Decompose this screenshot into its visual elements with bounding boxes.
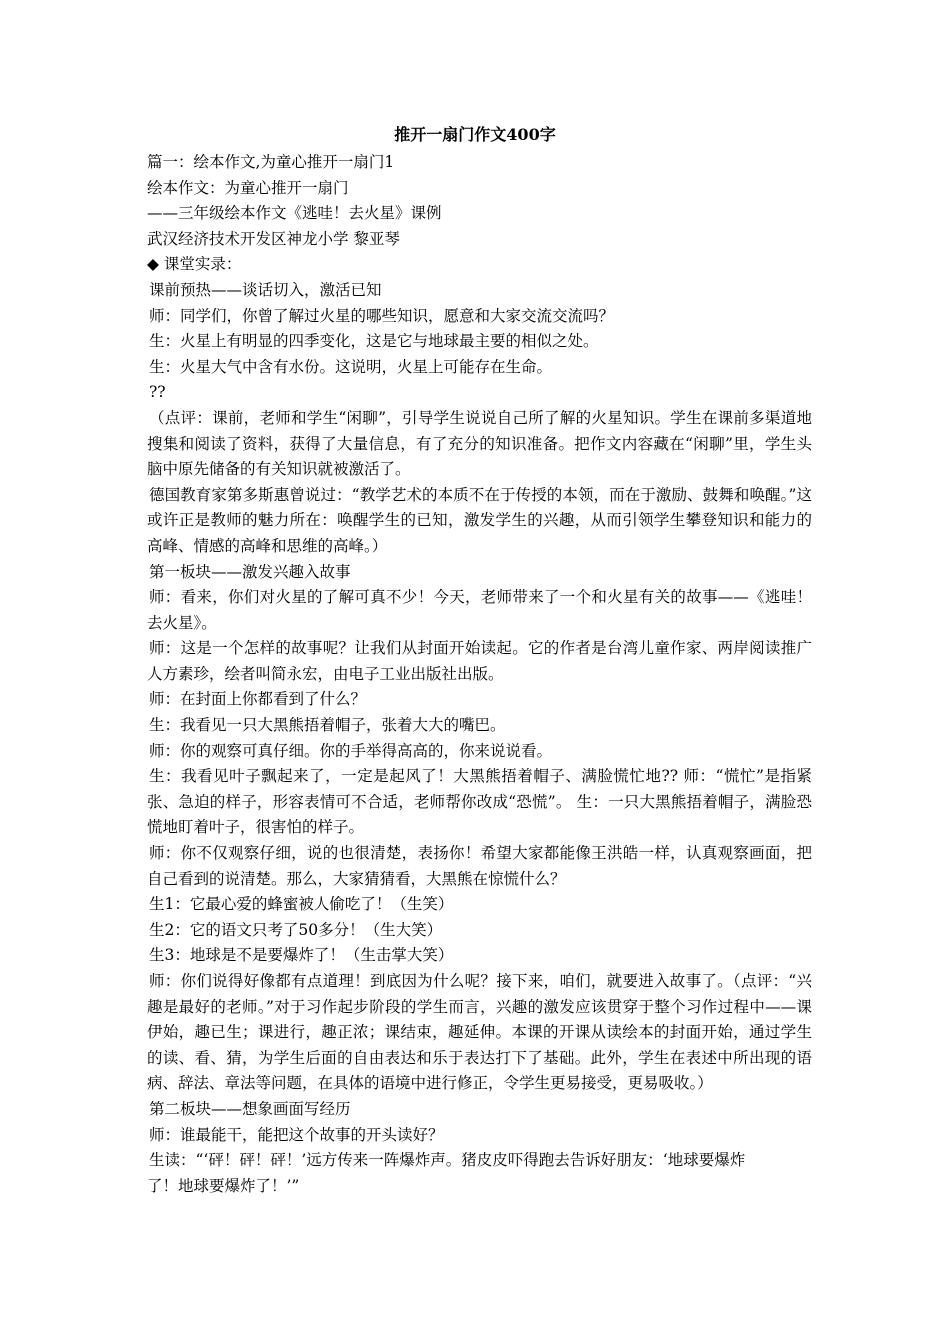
paragraph: 篇一：绘本作文,为童心推开一扇门1 xyxy=(147,153,395,171)
paragraph: 师：这是一个怎样的故事呢？让我们从封面开始读起。它的作者是台湾儿童作家、两岸阅读推广人方素珍，绘者叫简永宏，由电子工业出版社出版。 xyxy=(147,639,812,683)
paragraph: 德国教育家第多斯惠曾说过：“教学艺术的本质不在于传授的本领，而在于激励、鼓舞和唤醒。”这或许正是教师的魅力所在：唤醒学生的已知，激发学生的兴趣，从而引领学生攀登知识和能力的高峰、情感的高峰和思维的高峰。） xyxy=(147,485,812,555)
paragraph: 师：同学们，你曾了解过火星的哪些知识，愿意和大家交流交流吗？ xyxy=(149,306,615,325)
paragraph: 绘本作文：为童心推开一扇门 xyxy=(147,178,349,197)
paragraph: 师：谁最能干，能把这个故事的开头读好？ xyxy=(149,1125,444,1144)
paragraph: 生：我看见一只大黑熊捂着帽子，张着大大的嘴巴。 xyxy=(149,716,506,735)
paragraph: （点评：课前，老师和学生“闲聊”，引导学生说说自己所了解的火星知识。学生在课前多渠道地搜集和阅读了资料，获得了大量信息，有了充分的知识准备。把作文内容藏在“闲聊”里，学生头脑中原先储备的有关知识就被激活了。 xyxy=(147,408,812,479)
paragraph: 生：火星大气中含有水份。这说明，火星上可能存在生命。 xyxy=(149,357,553,376)
paragraph: 生读：“‘砰！砰！砰！’远方传来一阵爆炸声。猪皮皮吓得跑去告诉好朋友：‘地球要爆炸 xyxy=(149,1151,746,1170)
paragraph: 生：我看见叶子飘起来了，一定是起风了！大黑熊捂着帽子、满脸慌忙地?? 师：“慌忙”是指紧张、急迫的样子，形容表情可不合适，老师帮你改成“恐慌”。 生：一只大黑熊捂着帽子，满脸恐慌地盯着叶子，很害怕的样子。 xyxy=(147,767,812,837)
paragraph: 师：你不仅观察仔细，说的也很清楚，表扬你！希望大家都能像王洪皓一样，认真观察画面，把自己看到的说清楚。那么，大家猜猜看，大黑熊在惊慌什么？ xyxy=(147,844,812,888)
document-title: 推开一扇门作文400字 xyxy=(394,125,556,144)
paragraph: 师：看来，你们对火星的了解可真不少！今天，老师带来了一个和火星有关的故事——《逃哇！去火星》。 xyxy=(147,588,812,632)
paragraph: 第二板块——想象画面写经历 xyxy=(149,1099,351,1118)
paragraph: ◆ 课堂实录： xyxy=(147,255,242,274)
paragraph: 生2：它的语文只考了50多分！（生大笑） xyxy=(149,920,443,939)
paragraph: 师：你的观察可真仔细。你的手举得高高的，你来说说看。 xyxy=(149,741,553,760)
paragraph: 生1：它最心爱的蜂蜜被人偷吃了！（生笑） xyxy=(149,895,454,914)
paragraph: 武汉经济技术开发区神龙小学 黎亚琴 xyxy=(147,229,400,248)
document-body xyxy=(147,150,812,1199)
paragraph: 师：在封面上你都看到了什么？ xyxy=(149,690,367,709)
paragraph: 师：你们说得好像都有点道理！到底因为什么呢？接下来，咱们，就要进入故事了。（点评：“兴趣是最好的老师。”对于习作起步阶段的学生而言，兴趣的激发应该贯穿于整个习作过程中——课伊始，趣已生；课进行，趣正浓；课结束，趣延伸。本课的开课从读绘本的封面开始，通过学生的读、看、猜，为学生后面的自由表达和乐于表达打下了基础。此外，学生在表述中所出现的语病、辞法、章法等问题，在具体的语境中进行修正，令学生更易接受，更易吸收。） xyxy=(147,972,812,1093)
paragraph: 了！地球要爆炸了！’” xyxy=(147,1176,300,1195)
paragraph: 生：火星上有明显的四季变化，这是它与地球最主要的相似之处。 xyxy=(149,332,599,351)
paragraph: 生3：地球是不是要爆炸了！（生击掌大笑） xyxy=(149,946,454,965)
paragraph: ?? xyxy=(149,383,166,402)
paragraph: ——三年级绘本作文《逃哇！去火星》课例 xyxy=(147,204,442,223)
paragraph: 课前预热——谈话切入，激活已知 xyxy=(149,280,382,299)
paragraph: 第一板块——激发兴趣入故事 xyxy=(149,562,351,581)
